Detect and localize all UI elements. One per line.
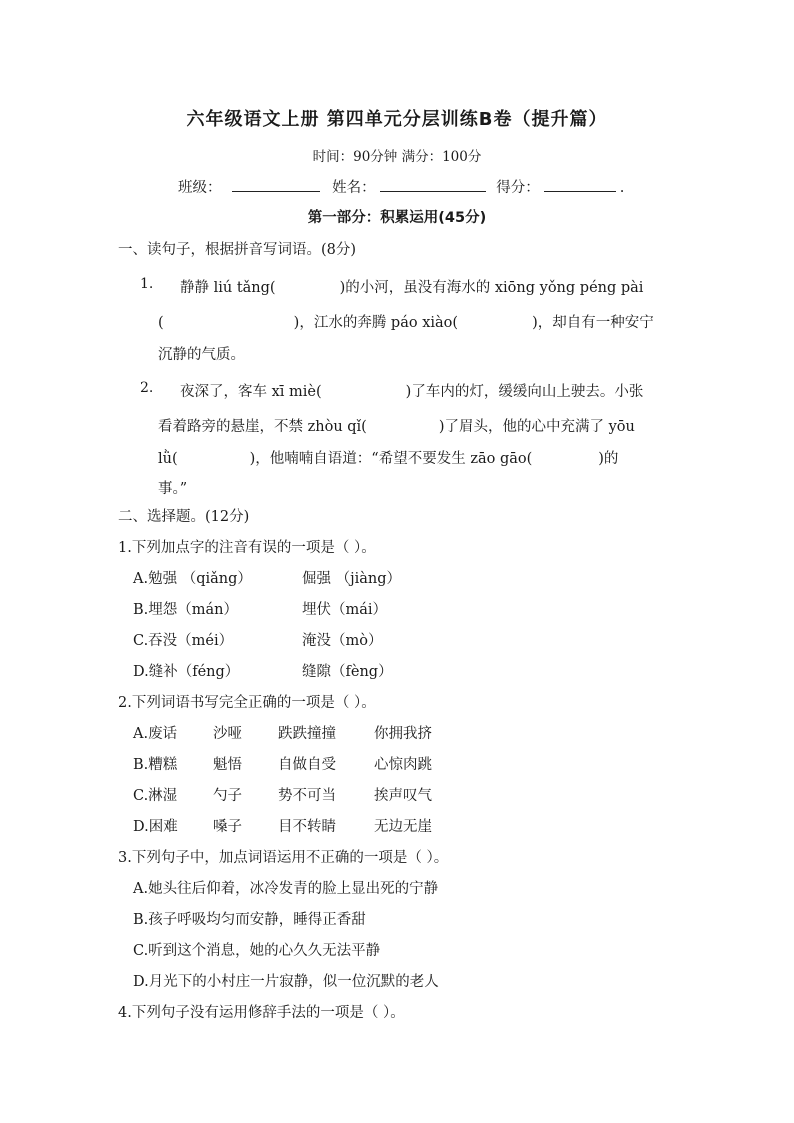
s1-q2-text-f: )，他喃喃自语道：“希望不要发生 zāo gāo( [249,451,533,467]
part-heading: 第一部分：积累运用(45分) [307,210,487,226]
s2-q2-option-d-4: 无边无崖 [374,819,432,835]
s2-q2-option-c-3: 势不可当 [278,788,336,804]
s2-q2-option-a-4: 你拥我挤 [374,726,432,742]
s2-q2-option-d-3: 目不转睛 [278,819,336,835]
section2-heading: 二、选择题。(12分) [118,509,250,525]
s2-q1-option-c-left: C.吞没（méi） [133,633,234,649]
s2-q2-option-b-4: 心惊肉跳 [374,757,432,773]
exam-meta: 时间：90分钟 满分：100分 [312,149,482,165]
s1-q2-text-a: 夜深了，客车 xī miè( [180,384,322,400]
s2-q2-option-b-3: 自做自受 [278,757,336,773]
s2-q2-option-b-2: 魁悟 [213,757,242,773]
s2-q2-option-a-2: 沙哑 [213,726,242,742]
s1-q1-text-e: )，却自有一种安宁 [532,315,654,331]
s1-q2-text-e: lǜ( [158,451,178,467]
s2-q1-option-d-left: D.缝补（féng） [133,664,240,680]
s1-q2-line3 [158,447,618,468]
page-title: 六年级语文上册 第四单元分层训练B卷（提升篇） [186,109,608,130]
s2-q2-option-a-3: 跌跌撞撞 [278,726,336,742]
s1-q1-text-a: 静静 liú tǎng( [180,280,276,296]
s1-q1-text-b: )的小河，虽没有海水的 xiōng yǒng péng pài [339,280,644,296]
s2-q1-stem: 1.下列加点字的注音有误的一项是（ ）。 [118,540,376,556]
s2-q3-option-c: C.听到这个消息，她的心久久无法平静 [133,943,381,959]
s2-q3-option-a: A.她头往后仰着，冰冷发青的脸上显出死的宁静 [133,881,439,897]
s1-q1-line3: 沉静的气质。 [158,347,245,363]
s2-q1-option-b-left: B.埋怨（mán） [133,602,238,618]
s1-q1-line2 [158,311,654,332]
s1-q2-text-b: )了车内的灯，缓缓向山上驶去。小张 [405,384,644,400]
s1-q1-text-c: ( [158,315,164,331]
s1-q2-text-d: )了眉头，他的心中充满了 yōu [438,419,635,435]
score-label: 得分： [496,180,540,196]
s2-q2-option-c-2: 勺子 [213,788,242,804]
s1-q2-line2 [158,415,635,436]
s2-q1-option-b-right: 埋伏（mái） [302,602,388,618]
s1-q2-number: 2. [140,380,154,396]
s1-q1-number: 1. [140,276,154,292]
s2-q2-option-b-1: B.糟糕 [133,757,178,773]
s2-q2-option-d-1: D.困难 [133,819,178,835]
s2-q1-option-c-right: 淹没（mò） [302,633,383,649]
class-label: 班级： [178,180,222,196]
s2-q2-stem: 2.下列词语书写完全正确的一项是（ ）。 [118,695,376,711]
s2-q3-option-d: D.月光下的小村庄一片寂静，似一位沉默的老人 [133,974,439,990]
s2-q1-option-a-left: A.勉强 （qiǎng） [133,571,252,587]
student-info [178,176,624,197]
s2-q4-stem: 4.下列句子没有运用修辞手法的一项是（ ）。 [118,1005,405,1021]
section1-heading: 一、读句子，根据拼音写词语。(8分) [118,242,357,258]
s1-q2-text-c: 看着路旁的悬崖，不禁 zhòu qǐ( [158,419,367,435]
s2-q2-option-c-1: C.淋湿 [133,788,178,804]
s2-q2-option-d-2: 嗓子 [213,819,242,835]
s1-q1-text-d: )，江水的奔腾 páo xiào( [293,315,459,331]
name-label: 姓名： [332,180,376,196]
class-blank[interactable] [232,177,320,192]
s2-q3-option-b: B.孩子呼吸均匀而安静，睡得正香甜 [133,912,366,928]
s2-q2-option-a-1: A.废话 [133,726,178,742]
info-end: . [619,180,625,196]
s1-q2-line4: 事。” [158,481,188,497]
score-blank[interactable] [544,177,616,192]
s2-q1-option-d-right: 缝隙（fèng） [302,664,393,680]
name-blank[interactable] [380,177,486,192]
s2-q1-option-a-right: 倔强 （jiàng） [302,571,402,587]
s2-q3-stem: 3.下列句子中，加点词语运用不正确的一项是（ ）。 [118,850,449,866]
s1-q2-text-g: )的 [598,451,619,467]
s1-q1-line1 [180,276,643,297]
s1-q2-line1 [180,380,643,401]
s2-q2-option-c-4: 挨声叹气 [374,788,432,804]
